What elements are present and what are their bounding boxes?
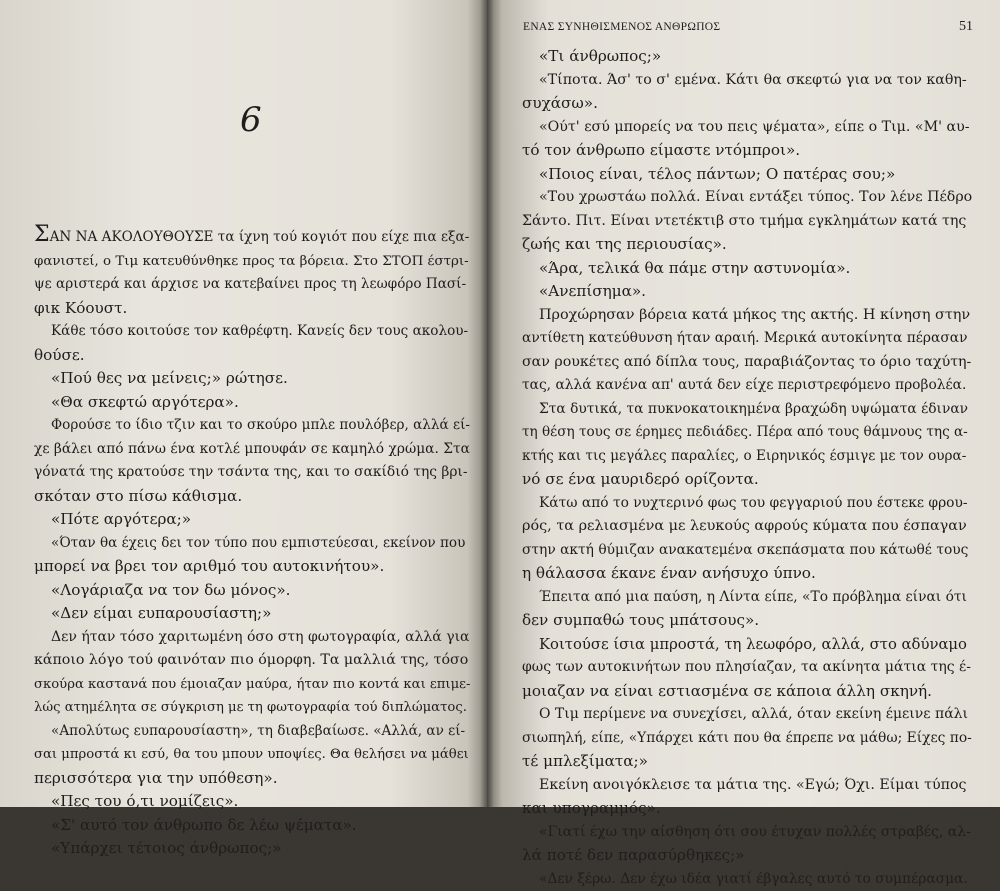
line-text: φικ Κόουστ. (34, 299, 127, 317)
drop-cap: Σ (34, 222, 50, 247)
line-text: στην ακτή θύμιζαν ανακατεμένα σκεπάσματα που κάτωθέ τους (522, 542, 968, 558)
line-text: σαι μπροστά κι εσύ, θα του μπουν υποψίες. Θα θελήσει να μάθει (34, 747, 469, 762)
text-line (34, 673, 470, 697)
text-line (522, 609, 972, 633)
line-text: «Του χρωστάω πολλά. Είναι εντάξει τύπος. Τον λένε Πέδρο (539, 189, 972, 205)
text-line (522, 868, 972, 891)
line-text: χε βάλει από πάνω ένα κοτλέ μπουφάν σε καμηλό χρώμα. Στα (34, 441, 470, 457)
line-text: Κάτω από το νυχτερινό φως του φεγγαριού που έστεκε φρου- (539, 495, 968, 511)
text-line (522, 821, 972, 845)
line-text: τας, αλλά κανένα απ' αυτά δεν είχε περιστρεφόμενο προβολέα. (522, 377, 966, 393)
right-page (487, 0, 1000, 807)
text-line (522, 727, 972, 751)
text-line (522, 468, 972, 492)
line-text: Δεν ήταν τόσο χαριτωμένη όσο στη φωτογραφία, αλλά για (51, 629, 470, 645)
text-line (522, 515, 972, 539)
text-line (522, 844, 972, 868)
text-line (522, 656, 972, 680)
text-line (34, 344, 470, 368)
text-line (34, 461, 470, 485)
line-text: λά ποτέ δεν παρασύρθηκες;» (522, 846, 744, 864)
line-text: ρός, τα ρελιασμένα με λευκούς αφρούς κύματα που έσπαγαν (522, 518, 967, 534)
line-text: κάποιο λόγο τού φαινόταν πιο όμορφη. Τα μαλλιά της, τόσο (34, 652, 468, 668)
text-line (522, 280, 972, 304)
line-text: «Πότε αργότερα;» (51, 510, 191, 528)
line-text: γόνατά της κρατούσε την τσάντα της, και το σακίδιό της βρι- (34, 464, 468, 480)
line-text: φως των αυτοκινήτων που πλησίαζαν, τα ακίνητα μάτια της έ- (522, 659, 971, 675)
text-line (34, 579, 470, 603)
text-line (522, 586, 972, 610)
text-line (34, 485, 470, 509)
line-text: αντίθετη κατεύθυνση ήταν αραιή. Μερικά αυτοκίνητα πέρασαν (522, 330, 967, 346)
line-text: σαν ρουκέτες από δίπλα τους, παραβιάζοντας το όριο ταχύτη- (522, 354, 971, 370)
chapter-number: 6 (240, 100, 262, 140)
line-text: λώς ατημέλητα σε σύγκριση με τη φωτογραφία τού διπλώματος. (34, 700, 467, 715)
line-text: Σάντο. Πιτ. Είναι ντετέκτιβ στο τμήμα εγκλημάτων κατά της (522, 213, 966, 229)
line-text: ΑΝ ΝΑ ΑΚΟΛΟΥΘΟΥΣΕ τα ίχνη τού κογιότ που είχε πια εξα- (50, 229, 470, 245)
text-line (522, 257, 972, 281)
line-text: «Θα σκεφτώ αργότερα». (51, 393, 239, 411)
left-page (0, 0, 487, 807)
text-line (34, 273, 470, 297)
line-text: τό τον άνθρωπο είμαστε ντόμπροι». (522, 141, 800, 159)
line-text: «Πού θες να μείνεις;» ρώτησε. (51, 369, 288, 387)
text-line (34, 696, 470, 720)
text-line (34, 649, 470, 673)
line-text: σκούρα καστανά που έμοιαζαν μαύρα, ήταν πιο κοντά και επιμε- (34, 677, 470, 692)
line-text: Κάθε τόσο κοιτούσε τον καθρέφτη. Κανείς δεν τους ακολου- (51, 323, 468, 339)
left-page-body-text (34, 225, 470, 861)
line-text: φανιστεί, ο Τιμ κατευθύνθηκε προς τα βόρεια. Στο ΣΤΟΠ έστρι- (34, 254, 469, 269)
text-line (34, 297, 470, 321)
text-line (34, 814, 470, 838)
line-text: «Ανεπίσημα». (539, 282, 646, 300)
text-line (522, 539, 972, 563)
line-text: ζωής και της περιουσίας». (522, 235, 727, 253)
line-text: «Λογάριαζα να τον δω μόνος». (51, 581, 291, 599)
text-line (522, 421, 972, 445)
right-page-body-text (522, 45, 972, 891)
line-text: «Απολύτως ευπαρουσίαστη», τη διαβεβαίωσε. «Αλλά, αν εί- (51, 723, 465, 739)
text-line (34, 837, 470, 861)
text-line (522, 186, 972, 210)
running-head: ΕΝΑΣ ΣΥΝΗΘΙΣΜΕΝΟΣ ΑΝΘΡΩΠΟΣ (523, 21, 720, 33)
text-line (34, 720, 470, 744)
text-line (522, 139, 972, 163)
text-line (522, 351, 972, 375)
text-line (34, 225, 470, 250)
text-line (34, 790, 470, 814)
text-line (522, 398, 972, 422)
line-text: νό σε ένα μαυριδερό ορίζοντα. (522, 470, 759, 488)
text-line (522, 233, 972, 257)
text-line (522, 492, 972, 516)
line-text: μπορεί να βρει τον αριθμό του αυτοκινήτου». (34, 557, 384, 575)
text-line (522, 562, 972, 586)
text-line (522, 163, 972, 187)
text-line (34, 555, 470, 579)
line-text: «Όταν θα έχεις δει τον τύπο που εμπιστεύεσαι, εκείνον που (51, 535, 465, 551)
text-line (522, 304, 972, 328)
text-line (522, 92, 972, 116)
line-text: Ο Τιμ περίμενε να συνεχίσει, αλλά, όταν εκείνη έμεινε πάλι (539, 706, 968, 722)
line-text: «Υπάρχει τέτοιος άνθρωπος;» (51, 839, 282, 857)
text-line (522, 45, 972, 69)
text-line (522, 69, 972, 93)
text-line (34, 367, 470, 391)
line-text: «Τίποτα. Άσ' το σ' εμένα. Κάτι θα σκεφτώ για να τον καθη- (539, 72, 967, 88)
text-line (34, 414, 470, 438)
text-line (522, 774, 972, 798)
line-text: ψε αριστερά και άρχισε να κατεβαίνει προς τη λεωφόρο Πασί- (34, 276, 466, 292)
text-line (34, 508, 470, 532)
text-line (34, 320, 470, 344)
book-gutter-shadow (480, 0, 494, 807)
text-line (34, 391, 470, 415)
text-line (522, 750, 972, 774)
text-line (522, 116, 972, 140)
page-number: 51 (959, 19, 973, 35)
line-text: «Γιατί έχω την αίσθηση ότι σου έτυχαν πολλές στραβές, αλ- (539, 824, 971, 840)
line-text: «Τι άνθρωπος;» (539, 47, 661, 65)
line-text: «Δεν είμαι ευπαρουσίαστη;» (51, 604, 271, 622)
line-text: «Δεν ξέρω. Δεν έχω ιδέα γιατί έβγαλες αυτό το συμπέρασμα. (539, 871, 968, 887)
text-line (522, 374, 972, 398)
line-text: τέ μπλεξίματα;» (522, 752, 648, 770)
text-line (522, 703, 972, 727)
line-text: Φορούσε το ίδιο τζιν και το σκούρο μπλε πουλόβερ, αλλά εί- (51, 417, 470, 433)
text-line (34, 250, 470, 274)
line-text: Εκείνη ανοιγόκλεισε τα μάτια της. «Εγώ; Όχι. Είμαι τύπος (539, 777, 966, 793)
line-text: Έπειτα από μια παύση, η Λίντα είπε, «Το πρόβλημα είναι ότι (539, 589, 967, 605)
text-line (34, 438, 470, 462)
text-line (34, 743, 470, 767)
line-text: θούσε. (34, 346, 85, 364)
text-line (34, 532, 470, 556)
text-line (522, 633, 972, 657)
line-text: «Άρα, τελικά θα πάμε στην αστυνομία». (539, 259, 850, 277)
line-text: η θάλασσα έκανε έναν ανήσυχο ύπνο. (522, 564, 816, 582)
line-text: «Ποιος είναι, τέλος πάντων; Ο πατέρας σου;» (539, 165, 895, 183)
line-text: τη θέση τους σε έρημες πεδιάδες. Πέρα από τους θάμνους της α- (522, 424, 968, 440)
line-text: δεν συμπαθώ τους μπάτσους». (522, 611, 759, 629)
line-text: Κοιτούσε ίσια μπροστά, τη λεωφόρο, αλλά, στο αδύναμο (539, 636, 967, 653)
line-text: και υπογραμμός». (522, 799, 661, 817)
line-text: Προχώρησαν βόρεια κατά μήκος της ακτής. Η κίνηση στην (539, 307, 970, 323)
text-line (522, 445, 972, 469)
text-line (522, 797, 972, 821)
line-text: μοιαζαν να είναι εστιασμένα σε κάποια άλλη σκηνή. (522, 682, 932, 700)
text-line (522, 680, 972, 704)
line-text: «Σ' αυτό τον άνθρωπο δε λέω ψέματα». (51, 816, 357, 834)
line-text: Στα δυτικά, τα πυκνοκατοικημένα βραχώδη υψώματα έδιναν (539, 401, 968, 417)
line-text: συχάσω». (522, 94, 598, 112)
line-text: περισσότερα για την υπόθεση». (34, 769, 278, 787)
text-line (522, 327, 972, 351)
line-text: σκόταν στο πίσω κάθισμα. (34, 487, 242, 505)
line-text: «Ούτ' εσύ μπορείς να του πεις ψέματα», είπε ο Τιμ. «Μ' αυ- (539, 119, 970, 135)
line-text: κτής και τις μεγάλες παραλίες, ο Ειρηνικός έσμιγε με τον ουρα- (522, 448, 966, 464)
text-line (34, 626, 470, 650)
text-line (522, 210, 972, 234)
text-line (34, 602, 470, 626)
line-text: σιωπηλή, είπε, «Υπάρχει κάτι που θα έπρεπε να μάθω; Είχες πο- (522, 730, 972, 746)
text-line (34, 767, 470, 791)
line-text: «Πες του ό,τι νομίζεις». (51, 792, 238, 810)
